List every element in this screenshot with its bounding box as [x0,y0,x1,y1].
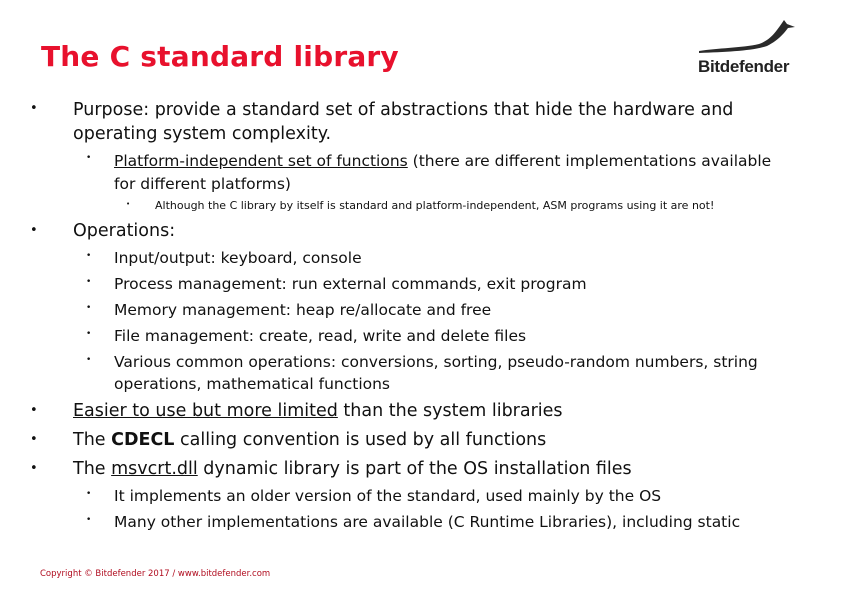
bullet: • [86,153,92,163]
bitdefender-logo [697,18,807,78]
operation-item: Process management: run external commands, exit program [114,275,587,293]
bullet: • [30,461,38,476]
msvcrt-sub-item: It implements an older version of the standard, used mainly by the OS [114,487,662,505]
operations-heading: Operations: [73,221,176,241]
purpose-line-1: Purpose: provide a standard set of abstractions that hide the hardware and [73,100,734,120]
bullet: • [30,101,38,116]
bullet: • [126,200,131,208]
cdecl-rest: calling convention is used by all functions [174,430,547,450]
asm-note: Although the C library by itself is standard and platform-independent, ASM programs using it are not! [155,199,715,212]
platform-line-1 [114,150,771,172]
cdecl-pre: The [73,430,112,450]
bullet: • [30,432,38,447]
operation-item: Input/output: keyboard, console [114,249,362,267]
slide-title: The C standard library [41,40,399,73]
cdecl-line [73,429,546,452]
bullet: • [86,277,92,287]
bullet: • [86,489,92,499]
operation-item: Memory management: heap re/allocate and free [114,301,492,319]
bullet: • [86,303,92,313]
bullet: • [86,251,92,261]
msvcrt-link[interactable]: msvcrt.dll [111,459,198,479]
copyright-footer: Copyright © Bitdefender 2017 / www.bitdefender.com [40,569,271,579]
platform-line-rest: (there are different implementations available [407,152,772,170]
msvcrt-line [73,458,632,481]
operation-item-cont: operations, mathematical functions [114,375,391,393]
operation-item: Various common operations: conversions, sorting, pseudo-random numbers, string [114,353,758,371]
bullet: • [30,223,38,238]
bitdefender-wolf-icon [697,18,807,58]
operation-item: File management: create, read, write and delete files [114,327,527,345]
platform-independent-link[interactable]: Platform-independent set of functions [114,152,408,170]
platform-line-2: for different platforms) [114,175,291,193]
bullet: • [86,515,92,525]
bullet: • [86,355,92,365]
cdecl-term: CDECL [111,430,175,450]
msvcrt-pre: The [73,459,112,479]
logo-text: Bitdefender [698,57,790,76]
easier-line [73,400,563,423]
bullet: • [86,329,92,339]
msvcrt-sub-item: Many other implementations are available (C Runtime Libraries), including static [114,513,741,531]
bullet: • [30,403,38,418]
easier-link[interactable]: Easier to use but more limited [73,401,338,421]
purpose-line-2: operating system complexity. [73,124,332,144]
easier-rest: than the system libraries [337,401,563,421]
msvcrt-rest: dynamic library is part of the OS installation files [197,459,632,479]
